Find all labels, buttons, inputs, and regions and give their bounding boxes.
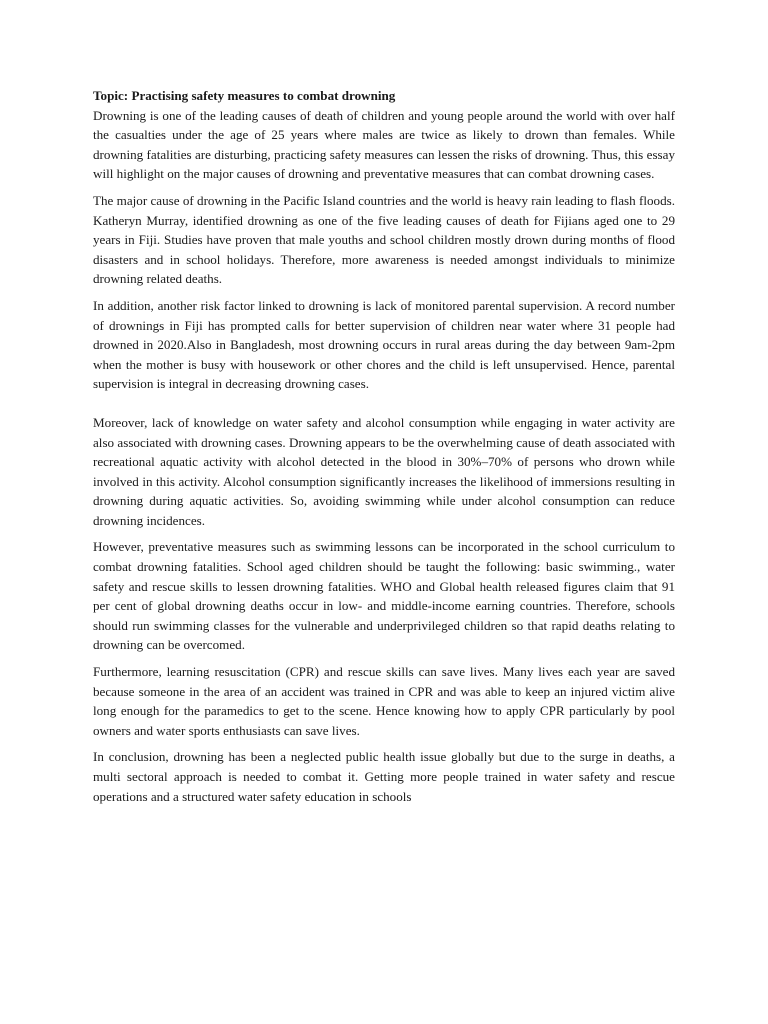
paragraph-parental-supervision: In addition, another risk factor linked to drowning is lack of monitored parental supervision. A record number of drownings in Fiji has prompted calls for better supervision of children near water where 31 people had drowned in 2020.Also in Bangladesh, most drowning occurs in rural areas during the day between 9am-2pm when the mother is busy with housework or other chores and the child is left unsupervised. Hence, parental supervision is integral in decreasing drowning cases.: [93, 297, 675, 392]
paragraph-alcohol-water-safety: Moreover, lack of knowledge on water safety and alcohol consumption while engaging in water activity are also associated with drowning cases. Drowning appears to be the overwhelming cause of death associated with recreational aquatic activity with alcohol detected in the blood in 30%–70% of persons who drown while involved in this activity. Alcohol consumption significantly increases the likelihood of immersions resulting in drowning during aquatic activities. So, avoiding swimming while under alcohol consumption can reduce drowning incidences.: [93, 414, 675, 528]
paragraph-introduction: Drowning is one of the leading causes of death of children and young people around the world with over half the casualties under the age of 25 years where males are twice as likely to drown than females. While drowning fatalities are disturbing, practicing safety measures can lessen the risks of drowning. Thus, this essay will highlight on the major causes of drowning and preventative measures that can combat drowning cases.: [93, 107, 675, 182]
document-page: [93, 86, 675, 813]
paragraph-conclusion: In conclusion, drowning has been a neglected public health issue globally but due to the surge in deaths, a multi sectoral approach is needed to combat it. Getting more people trained in water safety and rescue operations and a structured water safety education in schools: [93, 749, 675, 804]
essay-topic-heading: Topic: Practising safety measures to combat drowning: [93, 88, 396, 103]
paragraph-cpr-rescue: Furthermore, learning resuscitation (CPR) and rescue skills can save lives. Many lives each year are saved because someone in the area of an accident was trained in CPR and was able to keep an injured victim alive long enough for the paramedics to get to the scene. Hence knowing how to apply CPR particularly by pool owners and water sports enthusiasts can save lives.: [93, 664, 675, 738]
paragraph-flash-floods: The major cause of drowning in the Pacific Island countries and the world is heavy rain leading to flash floods. Katheryn Murray, identified drowning as one of the five leading causes of death for Fijians aged one to 29 years in Fiji. Studies have proven that male youths and school children mostly drown during months of flood disasters and in school holidays. Therefore, more awareness is needed amongst individuals to minimize drowning related deaths.: [93, 192, 675, 287]
paragraph-swimming-lessons: However, preventative measures such as swimming lessons can be incorporated in the school curriculum to combat drowning fatalities. School aged children should be taught the following: basic swimming., water safety and rescue skills to lessen drowning fatalities. WHO and Global health released figures claim that 91 per cent of global drowning deaths occur in low- and middle-income earning countries. Therefore, schools should run swimming classes for the vulnerable and underprivileged children so that rapid deaths relating to drowning can be overcomed.: [93, 539, 675, 653]
